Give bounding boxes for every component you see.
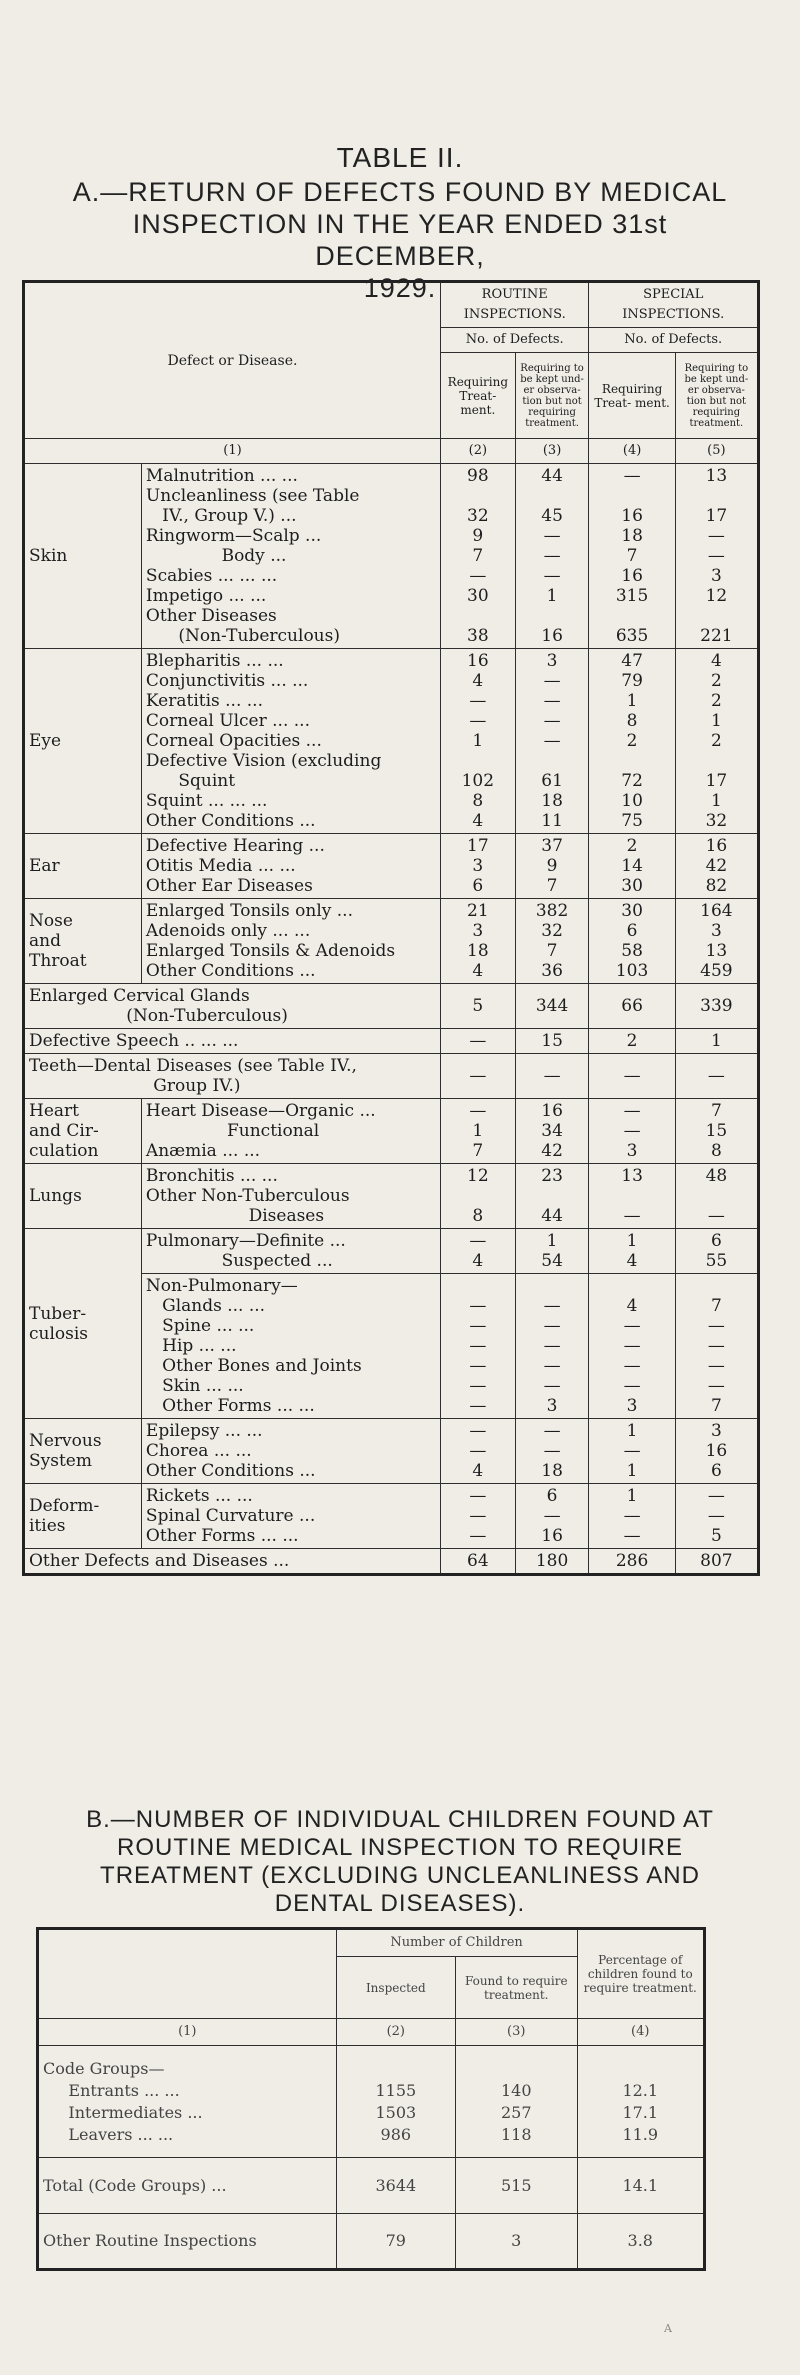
cell: 1 — 1: [589, 1419, 675, 1484]
table-row: [24, 464, 759, 649]
cell: —: [589, 1054, 675, 1099]
cell: — 16 18 7 16 315 635: [589, 464, 675, 649]
table-row: [24, 649, 759, 834]
row-label: Code Groups— Entrants ... ... Intermediates ... Leavers ... ...: [38, 2046, 337, 2158]
cell: 17 3 6: [440, 834, 515, 899]
group-label: Ear: [24, 834, 142, 899]
cell: 515: [456, 2158, 577, 2214]
cell: 15: [515, 1029, 589, 1054]
group-label: Nose and Throat: [24, 899, 142, 984]
cell: 2 14 30: [589, 834, 675, 899]
cell: 286: [589, 1549, 675, 1575]
cell: 37 9 7: [515, 834, 589, 899]
cell: 6 55: [675, 1229, 758, 1274]
table-number: TABLE II.: [336, 142, 464, 173]
group-label: Tuber- culosis: [24, 1229, 142, 1419]
table-row: [24, 834, 759, 899]
defect-header: Defect or Disease.: [24, 282, 441, 439]
row-label: Teeth—Dental Diseases (see Table IV., Group IV.): [24, 1054, 441, 1099]
table-row: [24, 1099, 759, 1164]
cell: 48 —: [675, 1164, 758, 1229]
group-label: Lungs: [24, 1164, 142, 1229]
cell: — — —: [440, 1484, 515, 1549]
cell: —: [515, 1054, 589, 1099]
row-items: Defective Hearing ... Otitis Media ... ... Other Ear Diseases: [141, 834, 440, 899]
special-requiring-treatment: Requiring Treat- ment.: [589, 353, 675, 439]
table-row: [38, 2046, 705, 2158]
cell: 1 — —: [589, 1484, 675, 1549]
cell: — — 4: [440, 1419, 515, 1484]
cell: 16 42 82: [675, 834, 758, 899]
cell: — 1 7: [440, 1099, 515, 1164]
cell: 1 54: [515, 1229, 589, 1274]
col-num-4: (4): [577, 2019, 705, 2046]
row-items: Rickets ... ... Spinal Curvature ... Other Forms ... ...: [141, 1484, 440, 1549]
cell: 3.8: [577, 2214, 705, 2270]
cell: 16 34 42: [515, 1099, 589, 1164]
row-items: Blepharitis ... ... Conjunctivitis ... ... Keratitis ... ... Corneal Ulcer ... ... Corneal Opacities ... Defective Vision (excluding Squint Squint ... ... ... Other Conditions ...: [141, 649, 440, 834]
group-label: Nervous System: [24, 1419, 142, 1484]
routine-header: ROUTINE INSPECTIONS.: [440, 282, 588, 328]
row-items: Epilepsy ... ... Chorea ... ... Other Conditions ...: [141, 1419, 440, 1484]
table-row: [38, 2214, 705, 2270]
cell: 7 — — — — 7: [675, 1274, 758, 1419]
title-line-3: 1929.: [363, 273, 437, 303]
row-items: Heart Disease—Organic ... Functional Anæmia ... ...: [141, 1099, 440, 1164]
cell: 1155 1503 986: [336, 2046, 455, 2158]
number-children-header: Number of Children: [336, 1929, 577, 1957]
title-line-1: A.—RETURN OF DEFECTS FOUND BY MEDICAL: [72, 177, 728, 207]
table-row: [24, 1419, 759, 1484]
table-row: [24, 1484, 759, 1549]
cell: —: [440, 1054, 515, 1099]
row-label: Enlarged Cervical Glands (Non-Tuberculous): [24, 984, 441, 1029]
cell: 14.1: [577, 2158, 705, 2214]
cell: 23 44: [515, 1164, 589, 1229]
title-line-2: INSPECTION IN THE YEAR ENDED 31st DECEMBER,: [132, 209, 668, 271]
cell: 339: [675, 984, 758, 1029]
cell: 807: [675, 1549, 758, 1575]
cell: 12.1 17.1 11.9: [577, 2046, 705, 2158]
cell: — — 3: [589, 1099, 675, 1164]
group-label: Skin: [24, 464, 142, 649]
special-no-defects: No. of Defects.: [589, 328, 759, 353]
children-table: [36, 1927, 706, 2271]
table-b-title: B.—NUMBER OF INDIVIDUAL CHILDREN FOUND AT ROUTINE MEDICAL INSPECTION TO REQUIRE TREATMENT (EXCLUDING UNCLEANLINESS AND DENTAL DISEASES).: [86, 1806, 714, 1917]
col-num-1: (1): [24, 439, 441, 464]
cell: 180: [515, 1549, 589, 1575]
cell: — 4: [440, 1229, 515, 1274]
cell: 4 — — — — 3: [589, 1274, 675, 1419]
cell: 7 15 8: [675, 1099, 758, 1164]
percentage-header: Percentage of children found to require treatment.: [577, 1929, 705, 2019]
cell: 3644: [336, 2158, 455, 2214]
table-row: [24, 1229, 759, 1274]
defects-table: [22, 280, 760, 1576]
col-num-5: (5): [675, 439, 758, 464]
cell: 140 257 118: [456, 2046, 577, 2158]
col-num-3: (3): [456, 2019, 577, 2046]
cell: 30 6 58 103: [589, 899, 675, 984]
col-num-4: (4): [589, 439, 675, 464]
routine-no-defects: No. of Defects.: [440, 328, 588, 353]
col-num-1: (1): [38, 2019, 337, 2046]
table-row: [24, 1549, 759, 1575]
found-header: Found to require treatment.: [456, 1957, 577, 2019]
cell: 13 17 — — 3 12 221: [675, 464, 758, 649]
cell: 164 3 13 459: [675, 899, 758, 984]
cell: — — 5: [675, 1484, 758, 1549]
cell: —: [675, 1054, 758, 1099]
cell: 6 — 16: [515, 1484, 589, 1549]
row-items: Bronchitis ... ... Other Non-Tuberculous Diseases: [141, 1164, 440, 1229]
cell: 382 32 7 36: [515, 899, 589, 984]
routine-requiring-observation: Requiring to be kept und- er observa- tion but not requiring treatment.: [515, 353, 589, 439]
cell: 12 8: [440, 1164, 515, 1229]
special-requiring-observation: Requiring to be kept und- er observa- tion but not requiring treatment.: [675, 353, 758, 439]
cell: — — — — — —: [440, 1274, 515, 1419]
cell: 98 32 9 7 — 30 38: [440, 464, 515, 649]
row-items: Enlarged Tonsils only ... Adenoids only ... ... Enlarged Tonsils & Adenoids Other Conditions ...: [141, 899, 440, 984]
cell: 3 — — — — 61 18 11: [515, 649, 589, 834]
group-label: Heart and Cir- culation: [24, 1099, 142, 1164]
header-row-1: [24, 282, 759, 328]
cell: 13 —: [589, 1164, 675, 1229]
cell: 3: [456, 2214, 577, 2270]
row-label: Other Defects and Diseases ...: [24, 1549, 441, 1575]
row-items: Non-Pulmonary— Glands ... ... Spine ... ... Hip ... ... Other Bones and Joints Skin ... ... Other Forms ... ...: [141, 1274, 440, 1419]
col-num-2: (2): [336, 2019, 455, 2046]
table-row: [24, 1054, 759, 1099]
blank-header: [38, 1929, 337, 2019]
cell: 16 4 — — 1 102 8 4: [440, 649, 515, 834]
row-items: Malnutrition ... ... Uncleanliness (see Table IV., Group V.) ... Ringworm—Scalp ... Body ... Scabies ... ... ... Impetigo ... ... Other Diseases (Non-Tuberculous): [141, 464, 440, 649]
group-label: Eye: [24, 649, 142, 834]
cell: 4 2 2 1 2 17 1 32: [675, 649, 758, 834]
cell: 1 4: [589, 1229, 675, 1274]
table-row: [24, 1029, 759, 1054]
row-items: Pulmonary—Definite ... Suspected ...: [141, 1229, 440, 1274]
cell: 47 79 1 8 2 72 10 75: [589, 649, 675, 834]
column-number-row: [38, 2019, 705, 2046]
routine-requiring-treatment: Requiring Treat- ment.: [440, 353, 515, 439]
table-row: [38, 2158, 705, 2214]
column-number-row: [24, 439, 759, 464]
cell: 2: [589, 1029, 675, 1054]
cell: 344: [515, 984, 589, 1029]
cell: 79: [336, 2214, 455, 2270]
table-row: [24, 899, 759, 984]
col-num-3: (3): [515, 439, 589, 464]
cell: 5: [440, 984, 515, 1029]
cell: 3 16 6: [675, 1419, 758, 1484]
row-label: Defective Speech .. ... ...: [24, 1029, 441, 1054]
cell: —: [440, 1029, 515, 1054]
cell: 44 45 — — — 1 16: [515, 464, 589, 649]
special-header: SPECIAL INSPECTIONS.: [589, 282, 759, 328]
group-label: Deform- ities: [24, 1484, 142, 1549]
inspected-header: Inspected: [336, 1957, 455, 2019]
header-row-1: [38, 1929, 705, 1957]
row-label: Other Routine Inspections: [38, 2214, 337, 2270]
row-label: Total (Code Groups) ...: [38, 2158, 337, 2214]
cell: 21 3 18 4: [440, 899, 515, 984]
table-row: [24, 1164, 759, 1229]
col-num-2: (2): [440, 439, 515, 464]
cell: 1: [675, 1029, 758, 1054]
page-mark: A: [664, 2322, 672, 2335]
cell: 64: [440, 1549, 515, 1575]
cell: — — 18: [515, 1419, 589, 1484]
cell: — — — — — 3: [515, 1274, 589, 1419]
table-row: [24, 984, 759, 1029]
cell: 66: [589, 984, 675, 1029]
